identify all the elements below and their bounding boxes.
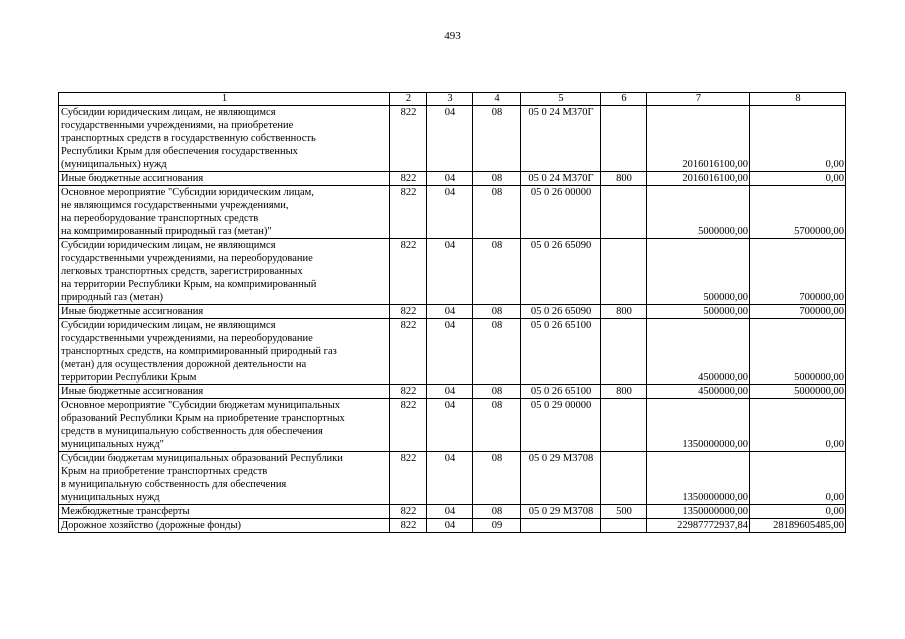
description-line: Субсидии юридическим лицам, не являющимся bbox=[61, 240, 276, 251]
section-code: 04 bbox=[427, 172, 473, 186]
description-line: государственными учреждениями, на приобретение bbox=[61, 120, 294, 131]
header-cell: 4 bbox=[473, 93, 521, 106]
chapter-code: 822 bbox=[390, 505, 427, 519]
chapter-code: 822 bbox=[390, 319, 427, 385]
amount-col-7: 500000,00 bbox=[647, 239, 750, 305]
description-line: Субсидии юридическим лицам, не являющимся bbox=[61, 107, 276, 118]
subsection-code: 08 bbox=[473, 106, 521, 172]
subsection-code: 08 bbox=[473, 319, 521, 385]
description-line: Республики Крым для обеспечения государственных bbox=[61, 146, 298, 157]
expense-type-code bbox=[601, 239, 647, 305]
description-line: территории Республики Крым bbox=[61, 372, 197, 383]
amount-col-8: 0,00 bbox=[750, 452, 846, 505]
description-line: средств в муниципальную собственность для обеспечения bbox=[61, 426, 323, 437]
amount-col-8: 700000,00 bbox=[750, 239, 846, 305]
chapter-code: 822 bbox=[390, 305, 427, 319]
amount-col-7: 2016016100,00 bbox=[647, 172, 750, 186]
amount-col-7: 1350000000,00 bbox=[647, 505, 750, 519]
description-line: в муниципальную собственность для обеспечения bbox=[61, 479, 287, 490]
description-line: (муниципальных) нужд bbox=[61, 159, 167, 170]
expense-type-code bbox=[601, 186, 647, 239]
subsection-code: 09 bbox=[473, 519, 521, 533]
description-line: Иные бюджетные ассигнования bbox=[61, 306, 204, 317]
table-header-row bbox=[59, 93, 846, 106]
target-article-code: 05 0 26 65090 bbox=[521, 305, 601, 319]
amount-col-8: 5000000,00 bbox=[750, 385, 846, 399]
table-row bbox=[59, 319, 846, 385]
section-code: 04 bbox=[427, 385, 473, 399]
section-code: 04 bbox=[427, 452, 473, 505]
row-description bbox=[59, 452, 390, 505]
section-code: 04 bbox=[427, 106, 473, 172]
table-row bbox=[59, 505, 846, 519]
table-row bbox=[59, 399, 846, 452]
amount-col-8: 0,00 bbox=[750, 505, 846, 519]
amount-col-7: 2016016100,00 bbox=[647, 106, 750, 172]
target-article-code: 05 0 29 М3708 bbox=[521, 505, 601, 519]
description-line: Крым на приобретение транспортных средств bbox=[61, 466, 268, 477]
target-article-code: 05 0 29 00000 bbox=[521, 399, 601, 452]
expense-type-code bbox=[601, 319, 647, 385]
subsection-code: 08 bbox=[473, 399, 521, 452]
description-line: Межбюджетные трансферты bbox=[61, 506, 190, 517]
section-code: 04 bbox=[427, 239, 473, 305]
table-row bbox=[59, 106, 846, 172]
section-code: 04 bbox=[427, 505, 473, 519]
amount-col-8: 0,00 bbox=[750, 172, 846, 186]
amount-col-7: 1350000000,00 bbox=[647, 399, 750, 452]
expense-type-code: 800 bbox=[601, 305, 647, 319]
description-line: природный газ (метан) bbox=[61, 292, 163, 303]
amount-col-7: 5000000,00 bbox=[647, 186, 750, 239]
description-line: муниципальных нужд bbox=[61, 492, 160, 503]
target-article-code: 05 0 29 М3708 bbox=[521, 452, 601, 505]
subsection-code: 08 bbox=[473, 239, 521, 305]
chapter-code: 822 bbox=[390, 452, 427, 505]
table-row bbox=[59, 452, 846, 505]
description-line: (метан) для осуществления дорожной деятельности на bbox=[61, 359, 307, 370]
amount-col-8: 28189605485,00 bbox=[750, 519, 846, 533]
subsection-code: 08 bbox=[473, 172, 521, 186]
description-line: Основное мероприятие "Субсидии бюджетам муниципальных bbox=[61, 400, 341, 411]
table-row bbox=[59, 305, 846, 319]
subsection-code: 08 bbox=[473, 305, 521, 319]
chapter-code: 822 bbox=[390, 172, 427, 186]
header-cell: 5 bbox=[521, 93, 601, 106]
target-article-code: 05 0 26 00000 bbox=[521, 186, 601, 239]
description-line: Субсидии бюджетам муниципальных образований Республики bbox=[61, 453, 343, 464]
subsection-code: 08 bbox=[473, 505, 521, 519]
chapter-code: 822 bbox=[390, 239, 427, 305]
description-line: государственными учреждениями, на переоборудование bbox=[61, 333, 313, 344]
description-line: образований Республики Крым на приобретение транспортных bbox=[61, 413, 345, 424]
row-description bbox=[59, 186, 390, 239]
expense-type-code: 800 bbox=[601, 172, 647, 186]
expense-type-code: 500 bbox=[601, 505, 647, 519]
page-number: 493 bbox=[444, 30, 461, 42]
section-code: 04 bbox=[427, 319, 473, 385]
header-cell: 7 bbox=[647, 93, 750, 106]
section-code: 04 bbox=[427, 519, 473, 533]
description-line: Дорожное хозяйство (дорожные фонды) bbox=[61, 520, 242, 531]
description-line: государственными учреждениями, на переоборудование bbox=[61, 253, 313, 264]
budget-table bbox=[58, 92, 846, 533]
expense-type-code bbox=[601, 519, 647, 533]
header-cell: 2 bbox=[390, 93, 427, 106]
description-line: легковых транспортных средств, зарегистрированных bbox=[61, 266, 303, 277]
row-description bbox=[59, 239, 390, 305]
description-line: муниципальных нужд" bbox=[61, 439, 164, 450]
subsection-code: 08 bbox=[473, 452, 521, 505]
row-description bbox=[59, 106, 390, 172]
section-code: 04 bbox=[427, 305, 473, 319]
description-line: Субсидии юридическим лицам, не являющимся bbox=[61, 320, 276, 331]
table-row bbox=[59, 172, 846, 186]
header-cell: 3 bbox=[427, 93, 473, 106]
chapter-code: 822 bbox=[390, 385, 427, 399]
section-code: 04 bbox=[427, 186, 473, 239]
amount-col-8: 5000000,00 bbox=[750, 319, 846, 385]
expense-type-code bbox=[601, 399, 647, 452]
row-description bbox=[59, 172, 390, 186]
subsection-code: 08 bbox=[473, 385, 521, 399]
row-description bbox=[59, 505, 390, 519]
amount-col-8: 0,00 bbox=[750, 106, 846, 172]
description-line: транспортных средств, на компримированный природный газ bbox=[61, 346, 337, 357]
target-article-code: 05 0 24 М370Г bbox=[521, 172, 601, 186]
target-article-code: 05 0 24 М370Г bbox=[521, 106, 601, 172]
header-cell: 6 bbox=[601, 93, 647, 106]
description-line: Основное мероприятие "Субсидии юридическим лицам, bbox=[61, 187, 314, 198]
table-row bbox=[59, 519, 846, 533]
expense-type-code: 800 bbox=[601, 385, 647, 399]
target-article-code: 05 0 26 65100 bbox=[521, 319, 601, 385]
description-line: транспортных средств в государственную собственность bbox=[61, 133, 316, 144]
table-row bbox=[59, 385, 846, 399]
description-line: на территории Республики Крым, на компримированный bbox=[61, 279, 317, 290]
row-description bbox=[59, 305, 390, 319]
amount-col-7: 1350000000,00 bbox=[647, 452, 750, 505]
chapter-code: 822 bbox=[390, 186, 427, 239]
description-line: на переоборудование транспортных средств bbox=[61, 213, 259, 224]
chapter-code: 822 bbox=[390, 399, 427, 452]
target-article-code bbox=[521, 519, 601, 533]
expense-type-code bbox=[601, 106, 647, 172]
description-line: Иные бюджетные ассигнования bbox=[61, 386, 204, 397]
amount-col-8: 5700000,00 bbox=[750, 186, 846, 239]
description-line: на компримированный природный газ (метан)" bbox=[61, 226, 272, 237]
row-description bbox=[59, 319, 390, 385]
header-cell: 8 bbox=[750, 93, 846, 106]
row-description bbox=[59, 399, 390, 452]
row-description bbox=[59, 385, 390, 399]
row-description bbox=[59, 519, 390, 533]
table-row bbox=[59, 239, 846, 305]
table-row bbox=[59, 186, 846, 239]
amount-col-7: 4500000,00 bbox=[647, 319, 750, 385]
amount-col-8: 0,00 bbox=[750, 399, 846, 452]
amount-col-7: 500000,00 bbox=[647, 305, 750, 319]
amount-col-8: 700000,00 bbox=[750, 305, 846, 319]
amount-col-7: 4500000,00 bbox=[647, 385, 750, 399]
description-line: не являющимся государственными учреждениями, bbox=[61, 200, 289, 211]
target-article-code: 05 0 26 65090 bbox=[521, 239, 601, 305]
header-cell: 1 bbox=[59, 93, 390, 106]
subsection-code: 08 bbox=[473, 186, 521, 239]
description-line: Иные бюджетные ассигнования bbox=[61, 173, 204, 184]
target-article-code: 05 0 26 65100 bbox=[521, 385, 601, 399]
chapter-code: 822 bbox=[390, 519, 427, 533]
section-code: 04 bbox=[427, 399, 473, 452]
amount-col-7: 22987772937,84 bbox=[647, 519, 750, 533]
chapter-code: 822 bbox=[390, 106, 427, 172]
expense-type-code bbox=[601, 452, 647, 505]
